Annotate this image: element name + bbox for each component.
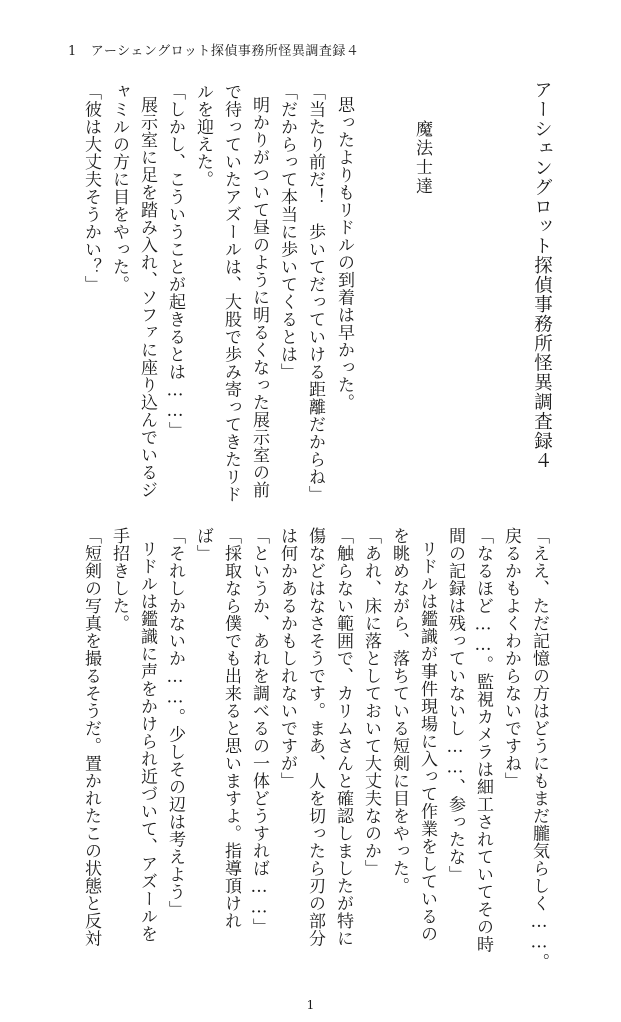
- text-line: 「短剣の写真を撮るそうだ。置かれたこの状態と反対: [81, 527, 101, 947]
- text-line: ャミルの方に目をやった。: [109, 83, 129, 293]
- text-line: 「それしかないか……。少しその辺は考えよう」: [165, 527, 185, 918]
- text-line: 「触らない範囲で、カリムさんと確認しましたが特に: [333, 527, 353, 947]
- page-footer: [0, 998, 621, 1012]
- text-line: 「彼は大丈夫そうかい？」: [81, 83, 101, 293]
- text-line: 「当たり前だ！ 歩いてだっていける距離だからね」: [305, 83, 325, 503]
- text-line: 展示室に足を踏み入れ、ソファに座り込んでいるジ: [137, 96, 157, 499]
- text-line: 間の記録は残っていないし……、参ったな」: [445, 527, 465, 883]
- text-line: を眺めながら、落ちている短剣に目をやった。: [389, 527, 409, 895]
- text-line: 「だからって本当に歩いてくるとは」: [277, 83, 297, 381]
- text-line: 「しかし、こういうことが起きるとは……」: [165, 83, 185, 439]
- text-line: 「なるほど……。監視カメラは細工されていてその時: [473, 527, 493, 953]
- header-page-number: 1: [68, 44, 77, 59]
- text-line: リドルは鑑識に声をかけられ近づいて、アズールを: [137, 540, 157, 943]
- text-line: 「あれ、床に落としておいて大丈夫なのか」: [361, 527, 381, 877]
- header-running-title: アーシェングロット探偵事務所怪異調査録４: [90, 44, 360, 59]
- text-line: ルを迎えた。: [193, 83, 213, 188]
- text-line: 「というか、あれを調べるの一体どうすれば……」: [249, 527, 269, 936]
- footer-page-number: 1: [306, 998, 315, 1012]
- text-line: 明かりがついて昼のように明るくなった展示室の前: [249, 96, 269, 499]
- text-line: 思ったよりもリドルの到着は早かった。: [334, 96, 354, 411]
- text-line: 「採取なら僕でも出来ると思いますよ。指導頂けれ: [221, 527, 241, 930]
- text-line: 「ええ、ただ記憶の方はどうにもまだ朧気らしく……。: [529, 527, 549, 971]
- chapter-title: 魔法士達: [412, 120, 432, 196]
- text-line: で待っていたアズールは、大股で歩み寄ってきたリド: [221, 83, 241, 503]
- book-title: アーシェングロット探偵事務所怪異調査録４: [531, 80, 553, 470]
- text-line: ば」: [193, 527, 213, 562]
- text-line: 戻るかもよくわからないですね」: [501, 527, 521, 790]
- text-line: リドルは鑑識が事件現場に入って作業をしているの: [417, 540, 437, 943]
- text-line: 傷などはなさそうです。まあ、人を切ったら刃の部分: [305, 527, 325, 947]
- text-line: は何かあるかもしれないですが」: [277, 527, 297, 790]
- running-header: [68, 40, 359, 59]
- text-line: 手招きした。: [109, 527, 129, 632]
